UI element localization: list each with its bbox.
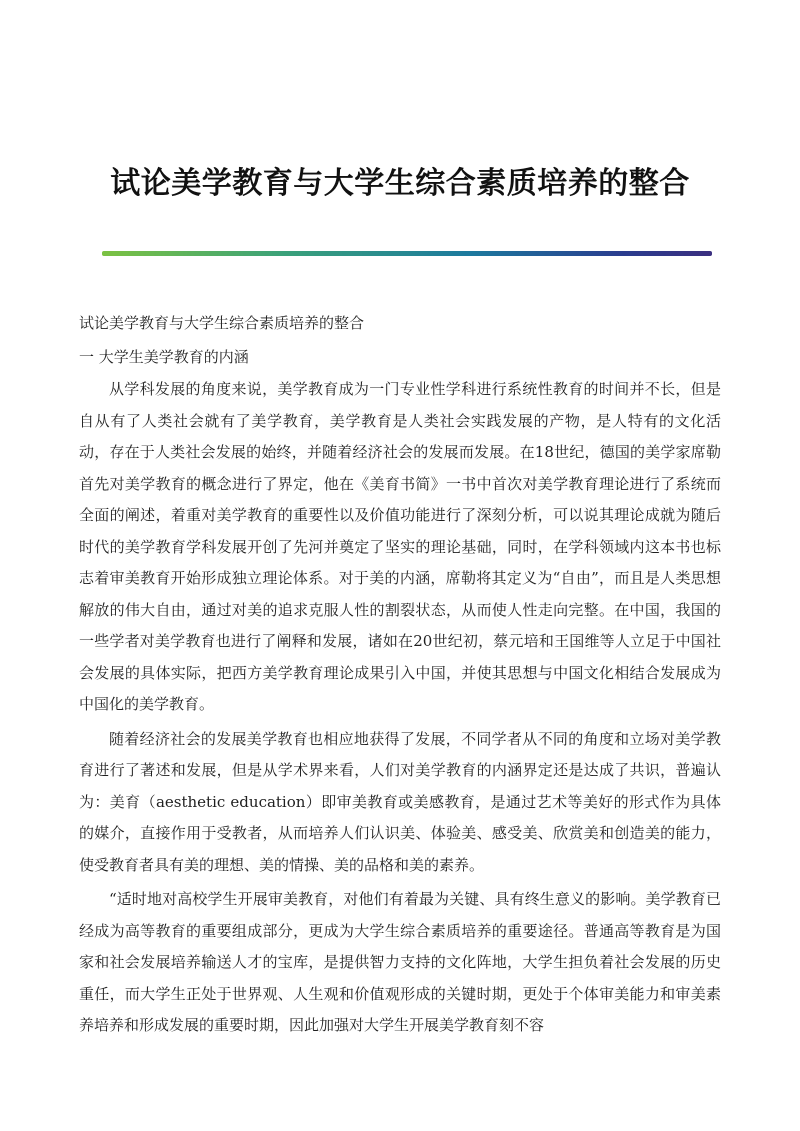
title-divider <box>102 251 712 256</box>
document-body <box>79 308 721 1042</box>
section-heading: 一 大学生美学教育的内涵 <box>79 347 249 366</box>
paragraph: “适时地对高校学生开展审美教育，对他们有着最为关键、具有终生意义的影响。美学教育已经成为高等教育的重要组成部分，更成为大学生综合素质培养的重要途径。普通高等教育是为国家和社会发展培养输送人才的宝库，是提供智力支持的文化阵地，大学生担负着社会发展的历史重任，而大学生正处于世界观、人生观和价值观形成的关键时期，更处于个体审美能力和审美素养培养和形成发展的重要时期，因此加强对大学生开展美学教育刻不容 <box>79 890 721 1034</box>
body-subtitle: 试论美学教育与大学生综合素质培养的整合 <box>79 314 365 332</box>
paragraph: 随着经济社会的发展美学教育也相应地获得了发展，不同学者从不同的角度和立场对美学教育进行了著述和发展，但是从学术界来看，人们对美学教育的内涵界定还是达成了共识，普遍认为：美育（aesthetic education）即审美教育或美感教育，是通过艺术等美好的形式作为具体的媒介，直接作用于受教者，从而培养人们认识美、体验美、感受美、欣赏美和创造美的能力，使受教育者具有美的理想、美的情操、美的品格和美的素养。 <box>79 729 721 874</box>
paragraph: 从学科发展的角度来说，美学教育成为一门专业性学科进行系统性教育的时间并不长，但是自从有了人类社会就有了美学教育，美学教育是人类社会实践发展的产物，是人特有的文化活动，存在于人类社会发展的始终，并随着经济社会的发展而发展。在18世纪，德国的美学家席勒首先对美学教育的概念进行了界定，他在《美育书简》一书中首次对美学教育理论进行了系统而全面的阐述，着重对美学教育的重要性以及价值功能进行了深刻分析，可以说其理论成就为随后时代的美学教育学科发展开创了先河并奠定了坚实的理论基础，同时，在学科领域内这本书也标志着审美教育开始形成独立理论体系。对于美的内涵，席勒将其定义为“自由”，而且是人类思想解放的伟大自由，通过对美的追求克服人性的割裂状态，从而使人性走向完整。在中国，我国的一些学者对美学教育也进行了阐释和发展，诸如在20世纪初，蔡元培和王国维等人立足于中国社会发展的具体实际，把西方美学教育理论成果引入中国，并使其思想与中国文化相结合发展成为中国化的美学教育。 <box>79 380 721 713</box>
document-title: 试论美学教育与大学生综合素质培养的整合 <box>110 166 690 201</box>
